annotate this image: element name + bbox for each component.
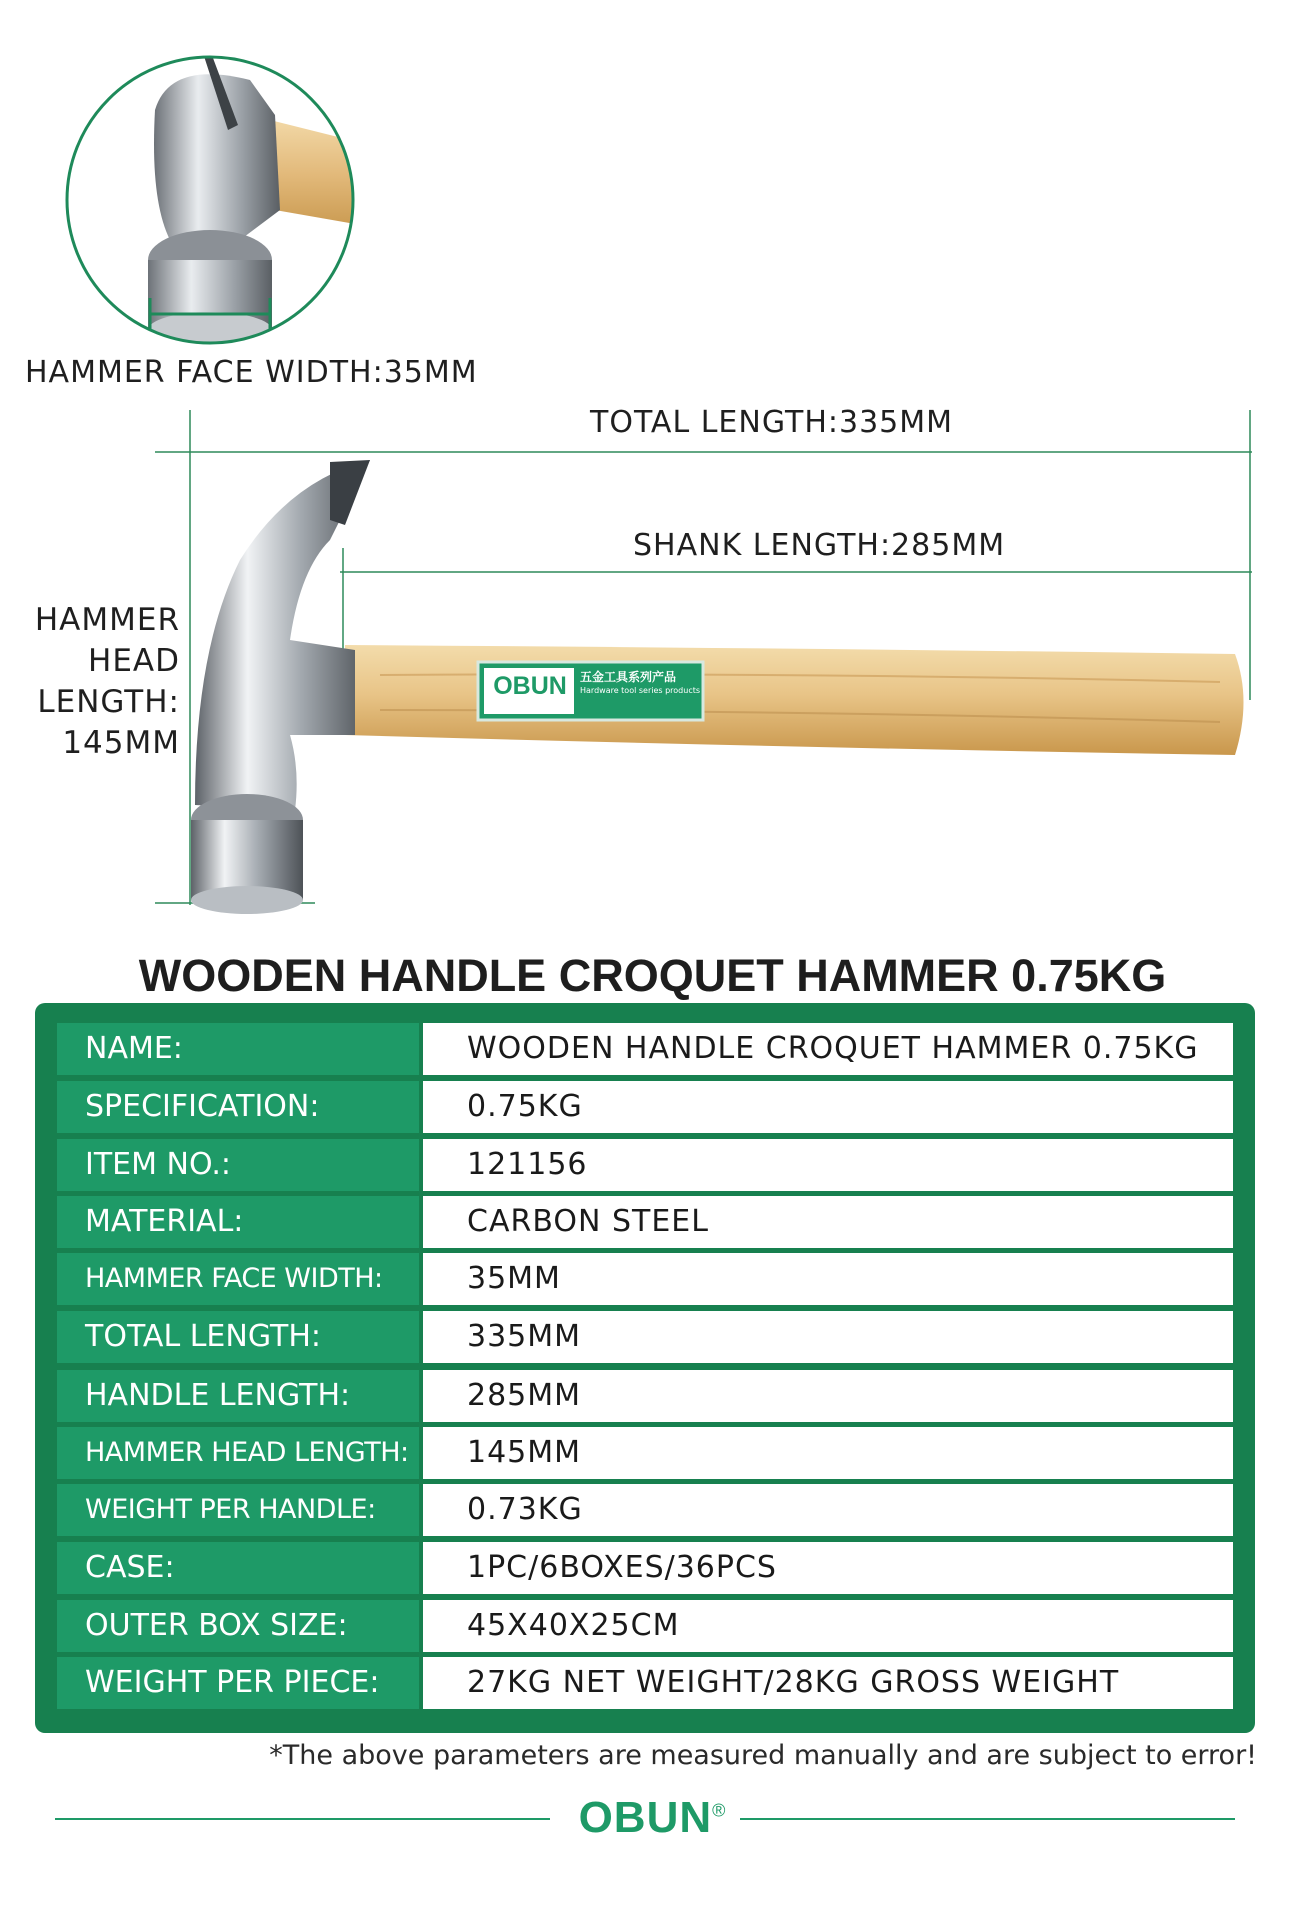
spec-value: CARBON STEEL bbox=[423, 1196, 1233, 1248]
spec-value: 285MM bbox=[423, 1370, 1233, 1422]
head-length-line-3: LENGTH: bbox=[37, 684, 180, 720]
spec-row-handle-length bbox=[57, 1370, 1233, 1422]
spec-key: WEIGHT PER HANDLE: bbox=[57, 1484, 419, 1536]
spec-row-specification bbox=[57, 1081, 1233, 1133]
spec-key: MATERIAL: bbox=[57, 1196, 419, 1248]
sticker-english: Hardware tool series products bbox=[580, 686, 701, 695]
spec-value: 0.75KG bbox=[423, 1081, 1233, 1133]
spec-value: 1PC/6BOXES/36PCS bbox=[423, 1542, 1233, 1594]
spec-key: CASE: bbox=[57, 1542, 419, 1594]
spec-row-case bbox=[57, 1542, 1233, 1594]
head-length-line-4: 145MM bbox=[62, 725, 180, 761]
hammer-face-detail bbox=[60, 50, 360, 350]
spec-value: 35MM bbox=[423, 1253, 1233, 1305]
head-length-line-1: HAMMER bbox=[34, 602, 180, 638]
spec-row-face-width bbox=[57, 1253, 1233, 1305]
hammer-diagram bbox=[0, 400, 1305, 920]
face-width-label: HAMMER FACE WIDTH:35MM bbox=[25, 355, 478, 390]
spec-key: OUTER BOX SIZE: bbox=[57, 1600, 419, 1652]
sticker-chinese: 五金工具系列产品 bbox=[580, 670, 677, 684]
sticker-brand: OBUN bbox=[493, 672, 567, 700]
footer-logo-text: OBUN bbox=[578, 1793, 713, 1842]
spec-value: WOODEN HANDLE CROQUET HAMMER 0.75KG bbox=[423, 1023, 1233, 1075]
spec-value: 45X40X25CM bbox=[423, 1600, 1233, 1652]
spec-value: 145MM bbox=[423, 1427, 1233, 1479]
spec-table bbox=[35, 1003, 1255, 1733]
head-length-label bbox=[20, 600, 180, 764]
shank-length-label: SHANK LENGTH:285MM bbox=[633, 528, 1006, 563]
spec-value: 0.73KG bbox=[423, 1484, 1233, 1536]
spec-key: HANDLE LENGTH: bbox=[57, 1370, 419, 1422]
spec-key: SPECIFICATION: bbox=[57, 1081, 419, 1133]
spec-row-weight-per-piece bbox=[57, 1657, 1233, 1709]
spec-key: NAME: bbox=[57, 1023, 419, 1075]
registered-mark: ® bbox=[712, 1800, 727, 1821]
spec-value: 27KG NET WEIGHT/28KG GROSS WEIGHT bbox=[423, 1657, 1233, 1709]
footer-logo bbox=[0, 1793, 1305, 1843]
spec-row-head-length bbox=[57, 1427, 1233, 1479]
spec-row-outer-box-size bbox=[57, 1600, 1233, 1652]
spec-key: TOTAL LENGTH: bbox=[57, 1311, 419, 1363]
spec-row-material bbox=[57, 1196, 1233, 1248]
spec-key: ITEM NO.: bbox=[57, 1139, 419, 1191]
spec-value: 335MM bbox=[423, 1311, 1233, 1363]
spec-value: 121156 bbox=[423, 1139, 1233, 1191]
disclaimer-footnote: *The above parameters are measured manually and are subject to error! bbox=[269, 1740, 1257, 1771]
spec-row-name bbox=[57, 1023, 1233, 1075]
spec-key: HAMMER FACE WIDTH: bbox=[57, 1253, 419, 1305]
total-length-label: TOTAL LENGTH:335MM bbox=[590, 405, 954, 440]
spec-key: HAMMER HEAD LENGTH: bbox=[57, 1427, 419, 1479]
spec-key: WEIGHT PER PIECE: bbox=[57, 1657, 419, 1709]
spec-row-item-no bbox=[57, 1139, 1233, 1191]
spec-row-total-length bbox=[57, 1311, 1233, 1363]
page-title: WOODEN HANDLE CROQUET HAMMER 0.75KG bbox=[138, 950, 1167, 1001]
spec-row-weight-per-handle bbox=[57, 1484, 1233, 1536]
head-length-line-2: HEAD bbox=[88, 643, 180, 679]
